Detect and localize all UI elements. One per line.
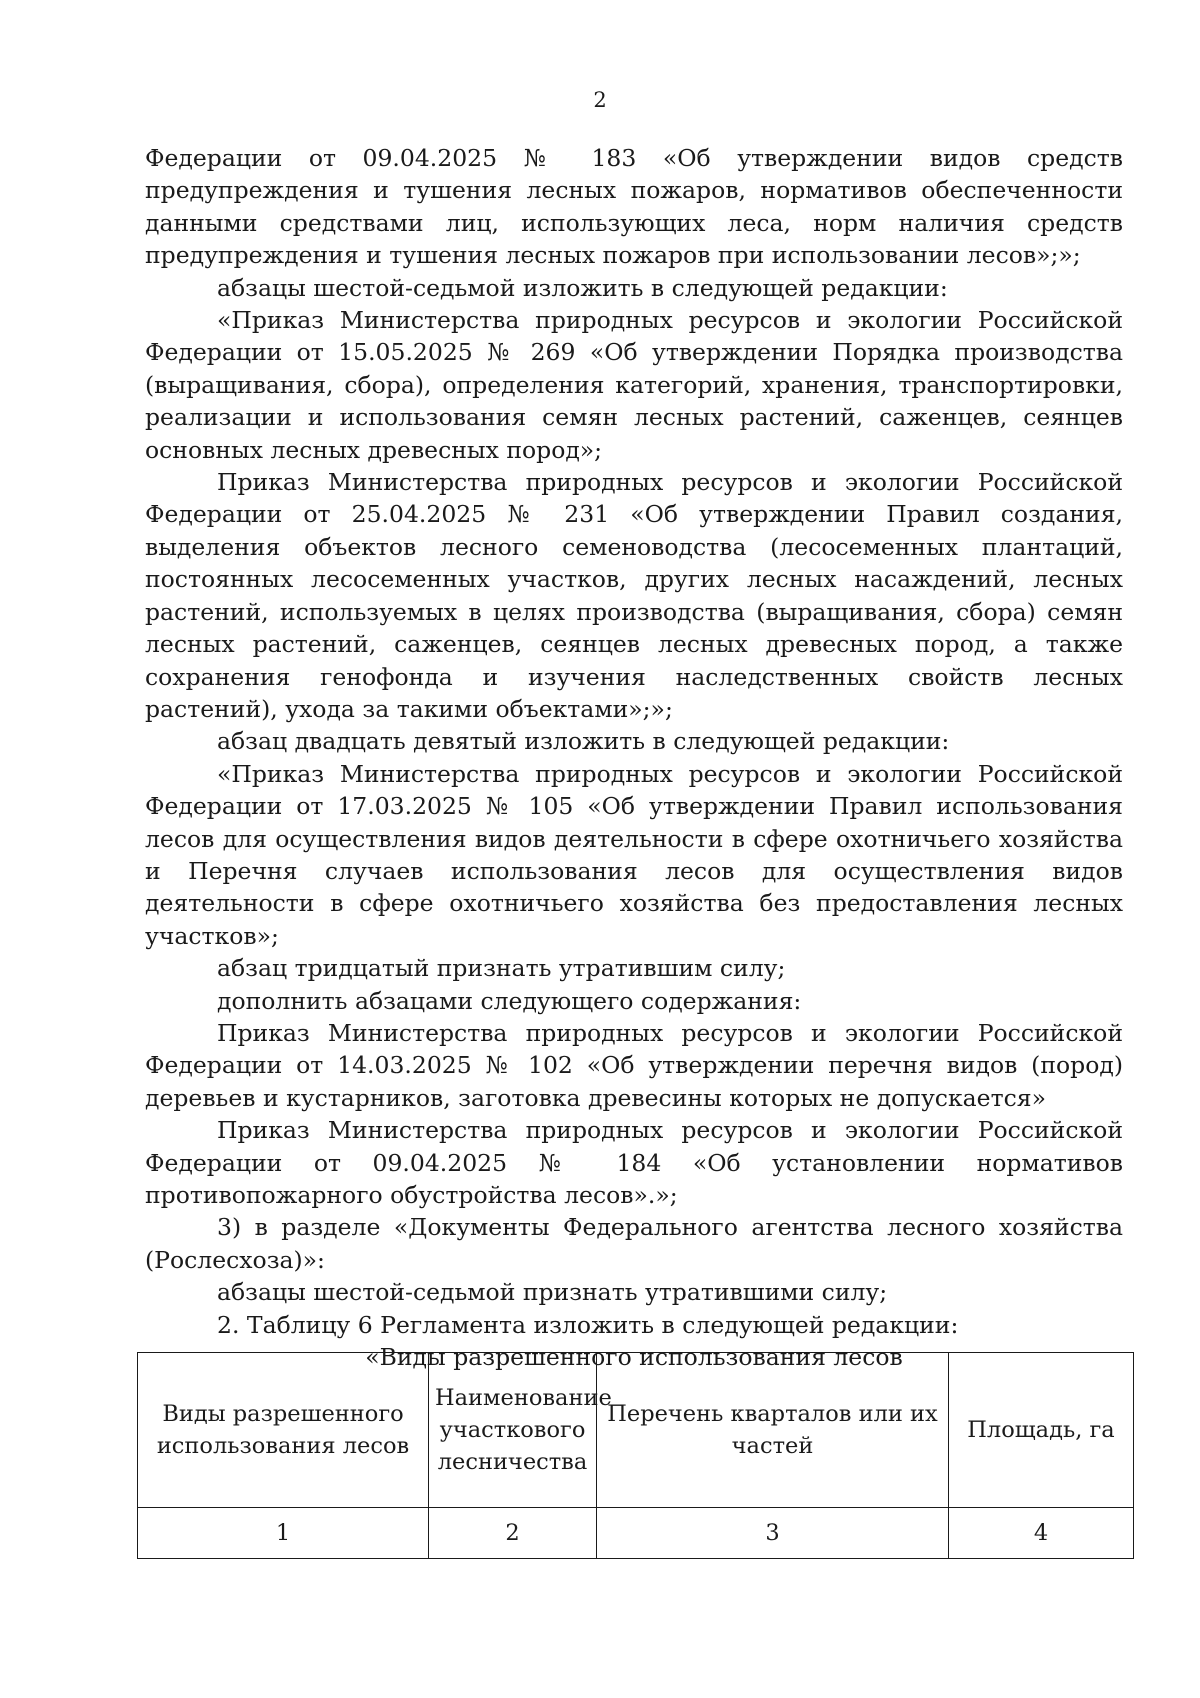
header-quarters-list: Перечень кварталов или их частей xyxy=(597,1353,949,1508)
table-cell: 2 xyxy=(429,1508,597,1559)
header-forestry-name: Наименование участкового лесничества xyxy=(429,1353,597,1508)
page-number: 2 xyxy=(593,88,607,112)
paragraph: абзац тридцатый признать утратившим силу; xyxy=(217,954,786,983)
table-cell: 1 xyxy=(138,1508,429,1559)
paragraph: Приказ Министерства природных ресурсов и экологии Российской Федерации от 09.04.2025 № 184 «Об установлении нормативов противопожарного обустройства лесов».»; xyxy=(145,1116,1123,1209)
header-use-type: Виды разрешенного использования лесов xyxy=(138,1353,429,1508)
table-cell: 4 xyxy=(949,1508,1134,1559)
paragraph: абзацы шестой-седьмой изложить в следующей редакции: xyxy=(217,273,948,302)
paragraph-continuation: Федерации от 09.04.2025 № 183 «Об утверждении видов средств предупреждения и тушения лесных пожаров, нормативов обеспеченности данными средствами лиц, использующих леса, норм наличия средств предупреждения и тушения лесных пожаров при использовании лесов»;»; xyxy=(145,144,1123,270)
header-area: Площадь, га xyxy=(949,1353,1134,1508)
paragraph: «Приказ Министерства природных ресурсов и экологии Российской Федерации от 17.03.2025 № 105 «Об утверждении Правил использования лесов для осуществления видов деятельности в сфере охотничьего хозяйства и Перечня случаев использования лесов для осуществления видов деятельности в сфере охотничьего хозяйства без предоставления лесных участков»; xyxy=(145,759,1123,950)
table-row xyxy=(138,1508,1134,1559)
paragraph: дополнить абзацами следующего содержания: xyxy=(217,986,802,1015)
table-header-row xyxy=(138,1353,1134,1508)
paragraph: абзацы шестой-седьмой признать утратившими силу; xyxy=(217,1278,888,1307)
table-cell: 3 xyxy=(597,1508,949,1559)
table-caption: «Виды разрешенного использования лесов xyxy=(365,1343,903,1372)
paragraph: абзац двадцать девятый изложить в следующей редакции: xyxy=(217,727,950,756)
document-body xyxy=(145,142,1123,1373)
paragraph: «Приказ Министерства природных ресурсов и экологии Российской Федерации от 15.05.2025 № 269 «Об утверждении Порядка производства (выращивания, сбора), определения категорий, хранения, транспортировки, реализации и использования семян лесных растений, саженцев, сеянцев основных лесных древесных пород»; xyxy=(145,306,1123,464)
forest-use-table xyxy=(137,1352,1134,1559)
paragraph: Приказ Министерства природных ресурсов и экологии Российской Федерации от 25.04.2025 № 231 «Об утверждении Правил создания, выделения объектов лесного семеноводства (лесосеменных плантаций, постоянных лесосеменных участков, других лесных насаждений, лесных растений, используемых в целях производства (выращивания, сбора) семян лесных растений, саженцев, сеянцев лесных древесных пород, а также сохранения генофонда и изучения наследственных свойств лесных растений), ухода за такими объектами»;»; xyxy=(145,468,1123,723)
paragraph: 3) в разделе «Документы Федерального агентства лесного хозяйства (Рослесхоза)»: xyxy=(145,1213,1123,1274)
paragraph: 2. Таблицу 6 Регламента изложить в следующей редакции: xyxy=(217,1310,959,1339)
paragraph: Приказ Министерства природных ресурсов и экологии Российской Федерации от 14.03.2025 № 102 «Об утверждении перечня видов (пород) деревьев и кустарников, заготовка древесины которых не допускается» xyxy=(145,1018,1123,1112)
